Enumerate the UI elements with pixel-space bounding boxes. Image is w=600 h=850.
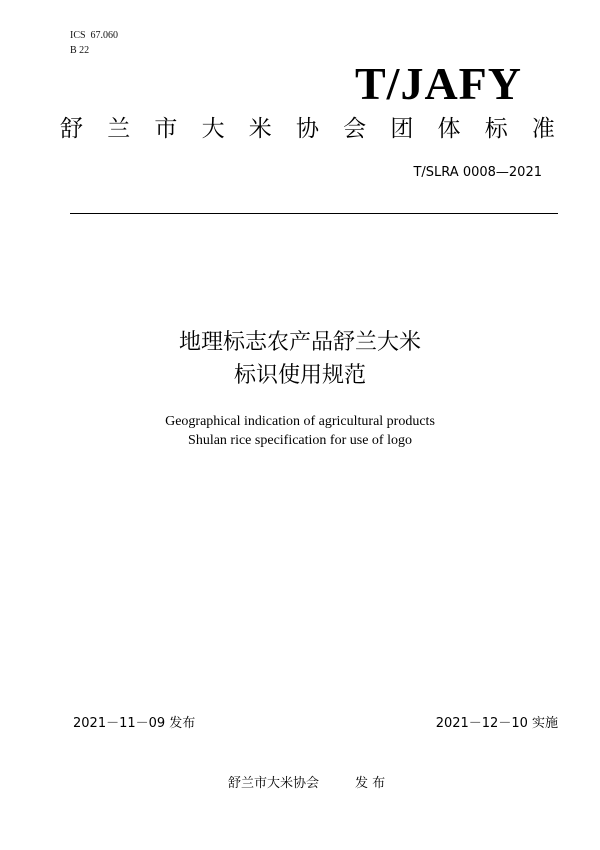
header-divider	[70, 213, 558, 214]
standard-code-logo: T/JAFY	[355, 58, 522, 109]
english-title-line-2: Shulan rice specification for use of logo	[188, 433, 412, 448]
implementation-date: 2021－12－10 实施	[435, 716, 558, 731]
standard-type-char: 舒	[60, 116, 83, 142]
chinese-title	[0, 326, 600, 392]
standard-type-char: 市	[154, 116, 178, 142]
standard-type-heading	[60, 114, 555, 144]
english-title-line-1: Geographical indication of agricultural products	[165, 414, 435, 429]
ics-code: ICS 67.060	[70, 30, 119, 41]
standard-type-char: 米	[248, 116, 272, 142]
publisher-name: 舒兰市大米协会	[228, 776, 320, 791]
standard-type-char: 大	[201, 116, 225, 142]
standard-type-char: 体	[437, 116, 461, 142]
standard-type-char: 协	[295, 116, 319, 142]
chinese-title-line-2: 标识使用规范	[233, 363, 366, 388]
standard-type-char: 准	[531, 116, 555, 142]
standard-type-char: 标	[484, 116, 508, 142]
publish-label: 发 布	[355, 776, 386, 791]
english-title	[0, 412, 600, 450]
standard-type-char: 兰	[107, 116, 131, 142]
issue-date: 2021－11－09 发布	[73, 716, 196, 731]
standard-type-char: 会	[343, 116, 367, 142]
standard-number: T/SLRA 0008—2021	[413, 165, 542, 180]
standard-type-char: 团	[390, 116, 414, 142]
ccs-code: B 22	[70, 45, 90, 56]
chinese-title-line-1: 地理标志农产品舒兰大米	[178, 330, 421, 355]
